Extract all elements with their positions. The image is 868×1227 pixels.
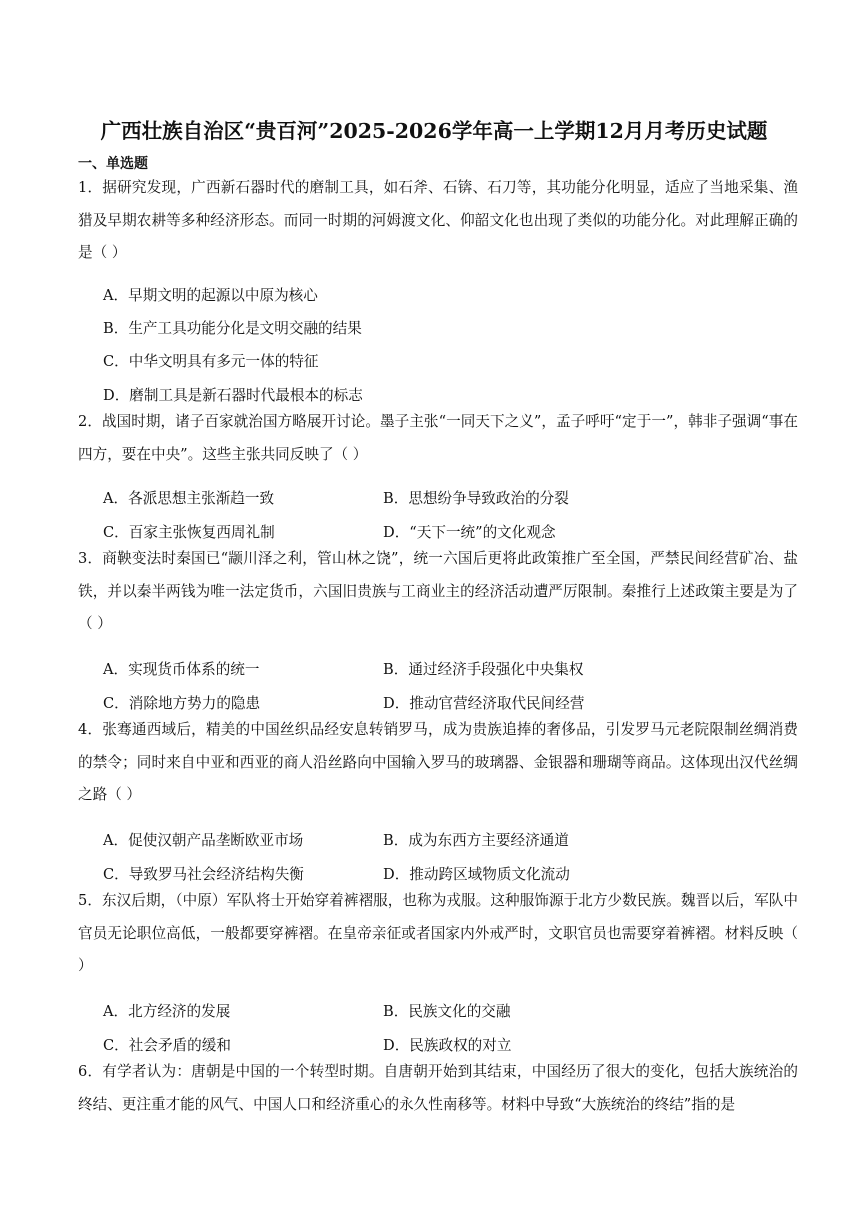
question-5-option-d: D．民族政权的对立 bbox=[383, 1037, 512, 1054]
question-4-option-a: A．促使汉朝产品垄断欧亚市场 bbox=[103, 832, 304, 849]
question-4-stem: 4．张骞通西域后，精美的中国丝织品经安息转销罗马，成为贵族追捧的奢侈品，引发罗马元老院限制丝绸消费的禁令；同时来自中亚和西亚的商人沿丝路向中国输入罗马的玻璃器、金银器和珊瑚等商品。这体现出汉代丝绸之路（ ） bbox=[78, 721, 798, 804]
question-1-option-a: A．早期文明的起源以中原为核心 bbox=[103, 287, 318, 304]
question-3-option-d: D．推动官营经济取代民间经营 bbox=[383, 695, 585, 712]
question-4-option-d: D．推动跨区域物质文化流动 bbox=[383, 866, 570, 883]
question-5-option-c: C．社会矛盾的缓和 bbox=[103, 1037, 231, 1054]
question-1-option-d: D．磨制工具是新石器时代最根本的标志 bbox=[103, 387, 363, 404]
question-3-option-a: A．实现货币体系的统一 bbox=[103, 661, 260, 678]
question-3-option-b: B．通过经济手段强化中央集权 bbox=[383, 661, 584, 678]
page-title: 广西壮族自治区“贵百河”2025-2026学年高一上学期12月月考历史试题 bbox=[100, 119, 768, 143]
section-heading: 一、单选题 bbox=[78, 156, 148, 172]
question-5-stem: 5．东汉后期，（中原）军队将士开始穿着裤褶服，也称为戎服。这种服饰源于北方少数民族。魏晋以后，军队中官员无论职位高低，一般都要穿裤褶。在皇帝亲征或者国家内外戒严时，文职官员也需要穿着裤褶。材料反映（ ） bbox=[78, 892, 798, 975]
question-2-option-c: C．百家主张恢复西周礼制 bbox=[103, 524, 275, 541]
question-4-option-c: C．导致罗马社会经济结构失衡 bbox=[103, 866, 304, 883]
question-4-option-b: B．成为东西方主要经济通道 bbox=[383, 832, 569, 849]
question-1-option-c: C．中华文明具有多元一体的特征 bbox=[103, 353, 319, 370]
question-2-stem: 2．战国时期，诸子百家就治国方略展开讨论。墨子主张“一同天下之义”，孟子呼吁“定于一”，韩非子强调“事在四方，要在中央”。这些主张共同反映了（ ） bbox=[78, 413, 798, 463]
question-3-stem: 3．商鞅变法时秦国已“颛川泽之利，管山林之饶”，统一六国后更将此政策推广至全国，严禁民间经营矿冶、盐铁，并以秦半两钱为唯一法定货币，六国旧贵族与工商业主的经济活动遭严厉限制。秦推行上述政策主要是为了（ ） bbox=[78, 550, 798, 633]
question-5-option-b: B．民族文化的交融 bbox=[383, 1003, 511, 1020]
question-2-option-a: A．各派思想主张渐趋一致 bbox=[103, 490, 275, 507]
question-5-option-a: A．北方经济的发展 bbox=[103, 1003, 231, 1020]
question-6-stem: 6．有学者认为：唐朝是中国的一个转型时期。自唐朝开始到其结束，中国经历了很大的变化，包括大族统治的终结、更注重才能的风气、中国人口和经济重心的永久性南移等。材料中导致“大族统治的终结”指的是 bbox=[78, 1063, 798, 1113]
question-1-option-b: B．生产工具功能分化是文明交融的结果 bbox=[103, 320, 362, 337]
question-3-option-c: C．消除地方势力的隐患 bbox=[103, 695, 261, 712]
question-2-option-b: B．思想纷争导致政治的分裂 bbox=[383, 490, 569, 507]
question-1-stem: 1．据研究发现，广西新石器时代的磨制工具，如石斧、石锛、石刀等，其功能分化明显，适应了当地采集、渔猎及早期农耕等多种经济形态。而同一时期的河姆渡文化、仰韶文化也出现了类似的功能分化。对此理解正确的是（ ） bbox=[78, 179, 798, 262]
question-2-option-d: D．“天下一统”的文化观念 bbox=[383, 524, 556, 541]
